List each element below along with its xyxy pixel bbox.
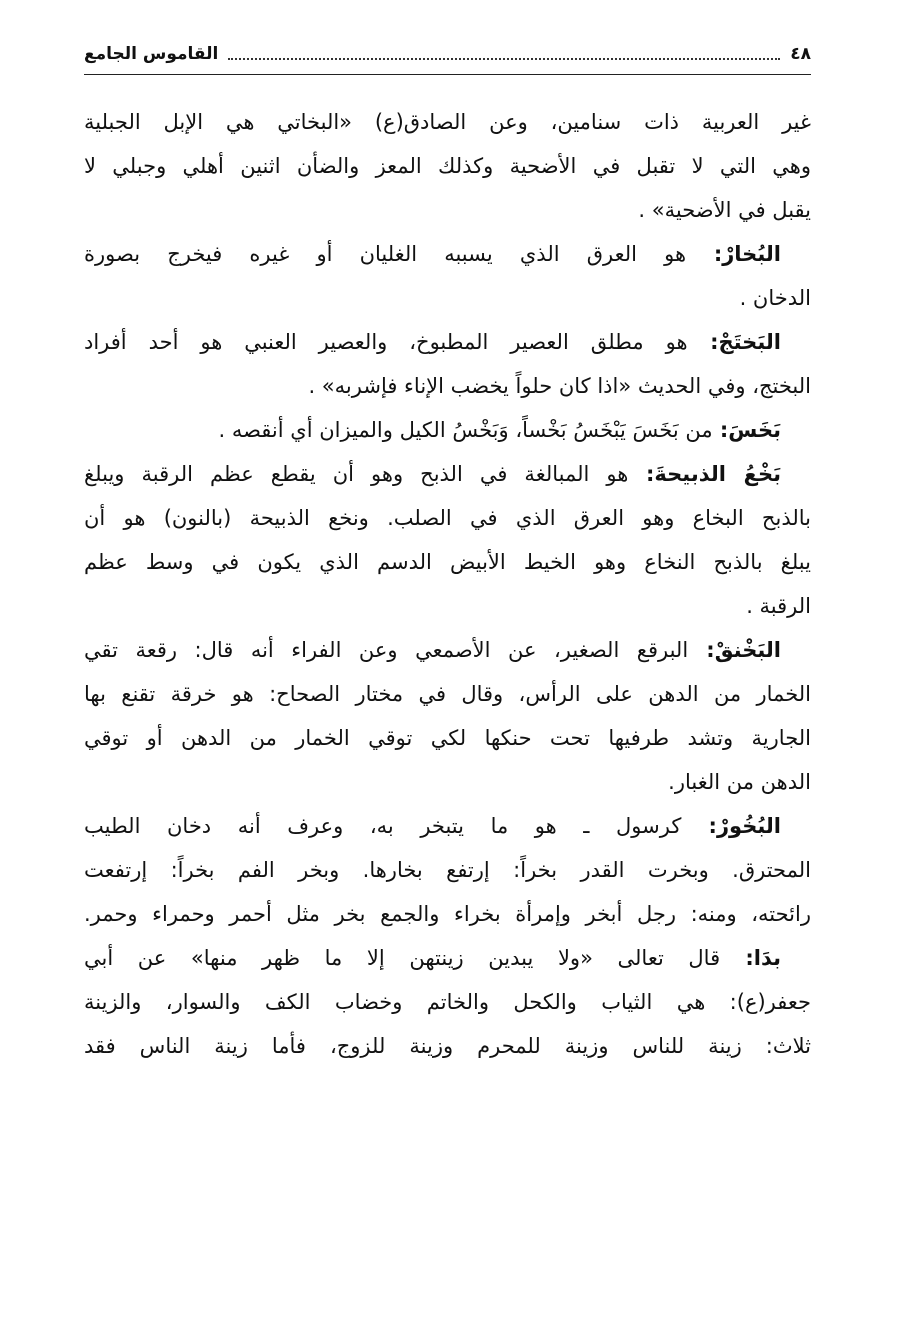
entry-first-line bbox=[84, 320, 811, 364]
book-title: القاموس الجامع bbox=[84, 44, 219, 64]
text-line bbox=[84, 1024, 811, 1068]
entry-headword: البُخارْ: bbox=[686, 242, 781, 266]
line-text: البرقع الصغير، عن الأصمعي وعن الفراء أنه قال: رقعة تقي bbox=[84, 638, 689, 662]
text-line bbox=[84, 100, 811, 144]
line-text: قال تعالى «ولا يبدين زينتهن إلا ما ظهر منها» عن أبي bbox=[84, 946, 721, 970]
text-line bbox=[84, 276, 811, 320]
text-line bbox=[84, 584, 811, 628]
line-text: الدخان . bbox=[739, 286, 811, 310]
line-text: المحترق. وبخرت القدر بخراً: إرتفع بخارها. وبخر الفم بخراً: إرتفعت bbox=[84, 858, 811, 882]
text-line bbox=[84, 892, 811, 936]
text-line bbox=[84, 672, 811, 716]
text-line bbox=[84, 760, 811, 804]
entry-headword: بَخَسَ: bbox=[712, 418, 781, 442]
text-line bbox=[84, 980, 811, 1024]
entry-first-line bbox=[84, 452, 811, 496]
line-text: الرقبة . bbox=[746, 594, 811, 618]
text-line bbox=[84, 496, 811, 540]
text-line bbox=[84, 188, 811, 232]
text-line bbox=[84, 540, 811, 584]
entry-first-line bbox=[84, 804, 811, 848]
text-line bbox=[84, 848, 811, 892]
entry-headword: بَخْعُ الذبيحةَ: bbox=[628, 462, 781, 486]
leader-dots bbox=[228, 48, 780, 60]
line-text: يبلغ بالذبح النخاع وهو الخيط الأبيض الدسم الذي يكون في وسط عظم bbox=[84, 550, 811, 574]
entry-headword: بدَا: bbox=[720, 946, 781, 970]
line-text: الخمار من الدهن على الرأس، وقال في مختار الصحاح: هو خرقة تقنع بها bbox=[84, 682, 811, 706]
line-text: كرسول ـ هو ما يتبخر به، وعرف أنه دخان الطيب bbox=[84, 814, 682, 838]
text-line bbox=[84, 716, 811, 760]
page-body bbox=[84, 100, 811, 1068]
entry-headword: البَختَجْ: bbox=[687, 330, 781, 354]
line-text: من بَخَسَ يَبْخَسُ بَخْساً، وَبَخْسُ الكيل والميزان أي أنقصه . bbox=[218, 418, 713, 442]
entry-headword: البُخُورْ: bbox=[681, 814, 781, 838]
line-text: غير العربية ذات سنامين، وعن الصادق(ع) «البخاتي هي الإبل الجبلية bbox=[84, 110, 811, 134]
line-text: الجارية وتشد طرفيها تحت حنكها لكي توقي الخمار من الدهن أو توقي bbox=[84, 726, 811, 750]
entry-first-line bbox=[84, 628, 811, 672]
line-text: بالذبح البخاع وهو العرق الذي في الصلب. ونخع الذبيحة (بالنون) هو أن bbox=[84, 506, 811, 530]
line-text: هو العرق الذي يسببه الغليان أو غيره فيخرج بصورة bbox=[84, 242, 687, 266]
text-line bbox=[84, 144, 811, 188]
page-number: ٤٨ bbox=[790, 44, 811, 64]
line-text: رائحته، ومنه: رجل أبخر وإمرأة بخراء والجمع بخر مثل أحمر وحمراء وحمر. bbox=[84, 902, 811, 926]
line-text: وهي التي لا تقبل في الأضحية وكذلك المعز والضأن اثنين أهلي وجبلي لا bbox=[84, 154, 811, 178]
entry-first-line bbox=[84, 936, 811, 980]
line-text: هو مطلق العصير المطبوخ، والعصير العنبي هو أحد أفراد bbox=[84, 330, 688, 354]
line-text: الدهن من الغبار. bbox=[668, 770, 811, 794]
line-text: يقبل في الأضحية» . bbox=[638, 198, 811, 222]
entry-first-line bbox=[84, 408, 811, 452]
entry-headword: البَخْنقْ: bbox=[688, 638, 781, 662]
line-text: البختج، وفي الحديث «اذا كان حلواً يخضب الإناء فإشربه» . bbox=[308, 374, 811, 398]
line-text: ثلاث: زينة للناس وزينة للمحرم وزينة للزوج، فأما زينة الناس فقد bbox=[84, 1034, 811, 1058]
entry-first-line bbox=[84, 232, 811, 276]
line-text: هو المبالغة في الذبح وهو أن يقطع عظم الرقبة ويبلغ bbox=[84, 462, 629, 486]
running-header bbox=[84, 34, 811, 75]
line-text: جعفر(ع): هي الثياب والكحل والخاتم وخضاب الكف والسوار، والزينة bbox=[84, 990, 811, 1014]
text-line bbox=[84, 364, 811, 408]
